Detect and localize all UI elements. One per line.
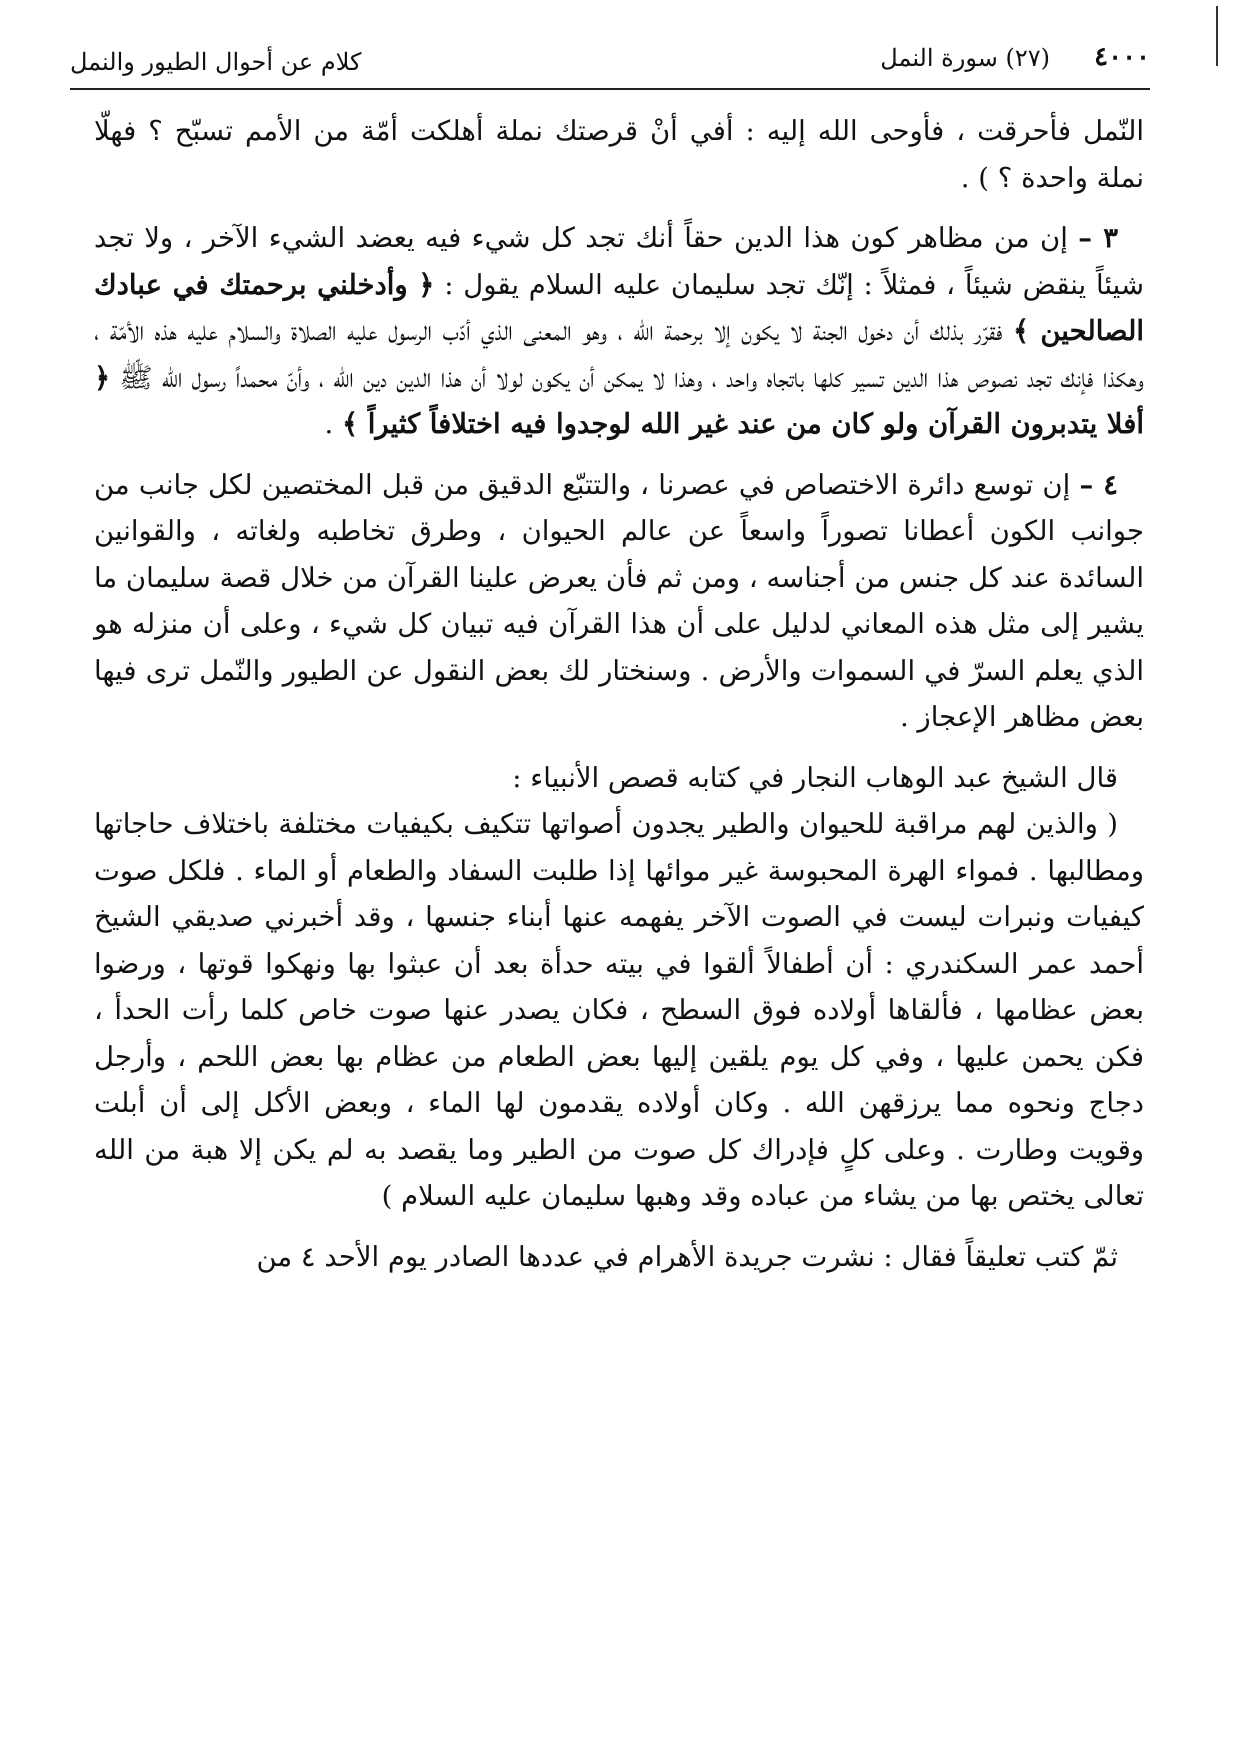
page-edge-line [1216,6,1218,66]
paragraph-continuation: النّمل فأحرقت ، فأوحى الله إليه : أفي أنْ قرصتك نملة أهلكت أمّة من الأمم تسبّح ؟ فهلّا نملة واحدة ؟ ) . [94,115,1144,194]
surah-label: (٢٧) سورة النمل [880,44,1050,72]
paragraph-point-3 [94,215,1144,448]
paragraph-point-4 [94,462,1144,741]
quran-verse-quote: ﴿ وأدخلني برحمتك في عبادك الصالحين ﴾ [94,268,1144,347]
section-title: كلام عن أحوال الطيور والنمل [70,48,362,76]
paragraph-text: إن من مظاهر كون هذا الدين حقاً أنك تجد كل شيء فيه يعضد الشيء الآخر ، ولا تجد شيئاً ينقض شيئاً ، فمثلاً : إنّك تجد سليمان عليه السلام يقول : [94,222,1144,301]
paragraph-text: فقرّر بذلك أن دخول الجنة لا يكون إلا برحمة الله ، وهو المعنى الذي أدّب الرسول عليه الصلاة والسلام عليه هذه الأمّة ، وهكذا فإنك تجد نصوص هذا الدين تسير كلها باتجاه واحد ، وهذا لا يمكن أن يكون لولا أن هذا الدين دين الله ، وأنّ محمداً رسول الله ﷺ [94,315,1144,394]
paragraph-citation-intro: قال الشيخ عبد الوهاب النجار في كتابه قصص الأنبياء : [512,761,1118,794]
paragraph-commentary: ثمّ كتب تعليقاً فقال : نشرت جريدة الأهرام في عددها الصادر يوم الأحد ٤ من [256,1240,1118,1273]
page-header [70,42,1150,90]
point-number-3: ٣ – [1078,222,1118,254]
page-body [94,108,1144,1280]
quran-verse-quote: ﴿ أفلا يتدبرون القرآن ولو كان من عند غير الله لوجدوا فيه اختلافاً كثيراً ﴾ [94,361,1144,440]
page-number: ٤٠٠٠ [1094,42,1150,72]
point-number-4: ٤ – [1079,468,1118,501]
paragraph-text: إن توسع دائرة الاختصاص في عصرنا ، والتتبّع الدقيق من قبل المختصين لكل جانب من جوانب الكون أعطانا تصوراً واسعاً عن عالم الحيوان ، وطرق تخاطبه ولغاته ، والقوانين السائدة عند كل جنس من أجناسه ، ومن ثم فأن يعرض علينا القرآن من خلال قصة سليمان ما يشير إلى مثل هذه المعاني لدليل على أن هذا القرآن فيه تبيان كل شيء ، وعلى أن منزله هو الذي يعلم السرّ في السموات والأرض . وسنختار لك بعض النقول عن الطيور والنّمل ترى فيها بعض مظاهر الإعجاز . [94,468,1145,733]
paragraph-quotation: ( والذين لهم مراقبة للحيوان والطير يجدون أصواتها تتكيف بكيفيات مختلفة باختلاف حاجاتها ومطالبها . فمواء الهرة المحبوسة غير موائها إذا طلبت السفاد والطعام أو الماء . فلكل صوت كيفيات ونبرات ليست في الصوت الآخر يفهمه عنها أبناء جنسها ، وقد أخبرني صديقي الشيخ أحمد عمر السكندري : أن أطفالاً ألقوا في بيته حدأة بعد أن عبثوا بها ونهكوا قوتها ، ورضوا بعض عظامها ، فألقاها أولاده فوق السطح ، فكان يصدر عنها صوت خاص كلما رأت الحدأ ، فكن يحمن عليها ، وفي كل يوم يلقين إليها بعض الطعام من عظام بها بعض اللحم ، وأرجل دجاج ونحوه مما يرزقهن الله . وكان أولاده يقدمون لها الماء ، وبعض الأكل إلى أن أبلت وقويت وطارت . وعلى كلٍ فإدراك كل صوت من الطير وما يقصد به لم يكن إلا هبة من الله تعالى يختص بها من يشاء من عباده وقد وهبها سليمان عليه السلام ) [94,808,1144,1212]
paragraph-text: . [324,408,334,440]
